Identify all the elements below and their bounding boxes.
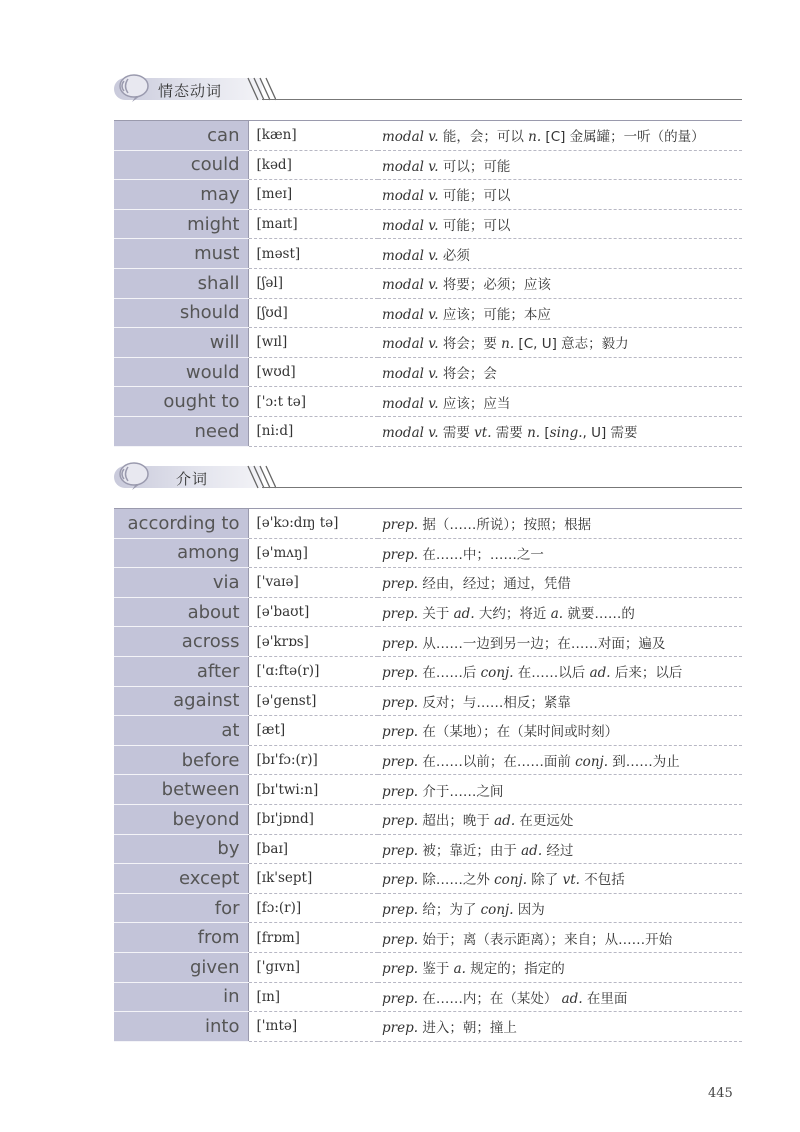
- section-header-prepositions: [114, 460, 742, 490]
- definition-cell: [378, 686, 742, 716]
- definition-text: 在（某地）；在（某时间或时刻）: [418, 724, 619, 741]
- phonetic-cell: [wɪl]: [248, 328, 378, 358]
- word-cell: across: [114, 627, 248, 657]
- part-of-speech: prep.: [382, 783, 419, 800]
- definition-text: 需要: [438, 425, 475, 442]
- word-cell: given: [114, 952, 248, 982]
- speech-bubble-icon: [114, 72, 154, 102]
- phonetic-cell: [ə'baʊt]: [248, 597, 378, 627]
- phonetic-cell: [ə'mʌŋ]: [248, 538, 378, 568]
- table-row: [114, 834, 742, 864]
- definition-text: 可以；可能: [438, 158, 511, 175]
- definition-cell: [378, 328, 742, 358]
- part-of-speech: prep.: [382, 694, 419, 711]
- definition-text: 后来；以后: [610, 665, 683, 682]
- table-row: [114, 893, 742, 923]
- definition-text: 除了: [527, 872, 563, 889]
- table-row: [114, 121, 742, 151]
- table-row: [114, 328, 742, 358]
- definition-cell: [378, 150, 742, 180]
- part-of-speech: prep.: [382, 842, 419, 859]
- part-of-speech: n.: [527, 425, 541, 442]
- definition-cell: [378, 298, 742, 328]
- word-cell: can: [114, 121, 248, 151]
- part-of-speech: conj.: [480, 665, 514, 682]
- word-cell: against: [114, 686, 248, 716]
- phonetic-cell: [æt]: [248, 716, 378, 746]
- table-row: [114, 982, 742, 1012]
- phonetic-cell: [fɔ:(r)]: [248, 893, 378, 923]
- part-of-speech: prep.: [382, 931, 419, 948]
- definition-cell: [378, 745, 742, 775]
- phonetic-cell: [bɪ'twi:n]: [248, 775, 378, 805]
- word-cell: after: [114, 656, 248, 686]
- section-header-modal-verbs: [114, 72, 742, 102]
- section-title: 情态动词: [158, 82, 223, 100]
- phonetic-cell: [maɪt]: [248, 209, 378, 239]
- definition-text: 在更远处: [515, 813, 574, 830]
- part-of-speech: modal v.: [382, 247, 439, 264]
- definition-text: 给；为了: [418, 902, 481, 919]
- section-rule: [262, 487, 742, 488]
- part-of-speech: modal v.: [382, 218, 439, 235]
- part-of-speech: prep.: [382, 546, 419, 563]
- word-cell: might: [114, 209, 248, 239]
- part-of-speech: prep.: [382, 635, 419, 652]
- table-row: [114, 538, 742, 568]
- phonetic-cell: ['ɪntə]: [248, 1012, 378, 1042]
- definition-cell: [378, 982, 742, 1012]
- phonetic-cell: [ə'genst]: [248, 686, 378, 716]
- definition-cell: [378, 627, 742, 657]
- table-row: [114, 509, 742, 539]
- part-of-speech: a.: [550, 606, 564, 623]
- definition-cell: [378, 239, 742, 269]
- word-cell: beyond: [114, 804, 248, 834]
- word-cell: via: [114, 568, 248, 598]
- definition-text: 从……一边到另一边；在……对面；遍及: [418, 635, 666, 652]
- word-cell: into: [114, 1012, 248, 1042]
- definition-text: 经过: [542, 842, 574, 859]
- definition-text: [C, U] 意志；毅力: [514, 336, 629, 353]
- phonetic-cell: [kəd]: [248, 150, 378, 180]
- definition-cell: [378, 893, 742, 923]
- definition-cell: [378, 209, 742, 239]
- word-cell: from: [114, 923, 248, 953]
- part-of-speech: ad.: [521, 842, 543, 859]
- table-row: [114, 627, 742, 657]
- part-of-speech: prep.: [382, 606, 419, 623]
- word-cell: could: [114, 150, 248, 180]
- table-row: [114, 1012, 742, 1042]
- part-of-speech: n.: [528, 129, 542, 146]
- part-of-speech: prep.: [382, 724, 419, 741]
- definition-text: 在……以前；在……面前: [418, 754, 576, 771]
- definition-cell: [378, 864, 742, 894]
- part-of-speech: conj.: [494, 872, 527, 889]
- page-number: 445: [708, 1086, 733, 1101]
- definition-text: [C] 金属罐；一听（的量）: [541, 129, 705, 146]
- definition-cell: [378, 1012, 742, 1042]
- word-cell: according to: [114, 509, 248, 539]
- definition-text: 必须: [438, 247, 470, 264]
- word-cell: would: [114, 357, 248, 387]
- table-row: [114, 716, 742, 746]
- part-of-speech: modal v.: [382, 129, 439, 146]
- table-row: [114, 268, 742, 298]
- word-cell: for: [114, 893, 248, 923]
- definition-text: 在……以后: [513, 665, 590, 682]
- table-row: [114, 568, 742, 598]
- part-of-speech: conj.: [575, 754, 608, 771]
- phonetic-cell: ['vaɪə]: [248, 568, 378, 598]
- phonetic-cell: [ə'kɔ:dɪŋ tə]: [248, 509, 378, 539]
- phonetic-cell: [baɪ]: [248, 834, 378, 864]
- definition-text: 鉴于: [418, 961, 454, 978]
- table-row: [114, 864, 742, 894]
- part-of-speech: prep.: [382, 872, 419, 889]
- part-of-speech: ad.: [561, 990, 583, 1007]
- part-of-speech: prep.: [382, 754, 419, 771]
- definition-text: 大约；将近: [474, 606, 551, 623]
- definition-cell: [378, 597, 742, 627]
- vocab-table-prepositions: [114, 508, 742, 1042]
- definition-cell: [378, 775, 742, 805]
- word-cell: before: [114, 745, 248, 775]
- definition-text: 始于；离（表示距离）；来自；从……开始: [418, 931, 673, 948]
- definition-cell: [378, 180, 742, 210]
- word-cell: except: [114, 864, 248, 894]
- phonetic-cell: [kæn]: [248, 121, 378, 151]
- definition-text: 可能；可以: [438, 218, 511, 235]
- phonetic-cell: [ni:d]: [248, 416, 378, 446]
- word-cell: at: [114, 716, 248, 746]
- phonetic-cell: [ʃəl]: [248, 268, 378, 298]
- table-row: [114, 239, 742, 269]
- definition-cell: [378, 834, 742, 864]
- word-cell: must: [114, 239, 248, 269]
- table-row: [114, 150, 742, 180]
- part-of-speech: ad.: [453, 606, 475, 623]
- definition-text: 需要: [491, 425, 528, 442]
- table-row: [114, 357, 742, 387]
- definition-text: 就要……的: [563, 606, 635, 623]
- part-of-speech: prep.: [382, 902, 419, 919]
- part-of-speech: prep.: [382, 813, 419, 830]
- table-row: [114, 416, 742, 446]
- table-row: [114, 775, 742, 805]
- definition-cell: [378, 509, 742, 539]
- definition-text: 关于: [418, 606, 454, 623]
- part-of-speech: ad.: [589, 665, 611, 682]
- table-row: [114, 656, 742, 686]
- definition-text: 在里面: [582, 990, 628, 1007]
- word-cell: about: [114, 597, 248, 627]
- phonetic-cell: [frɒm]: [248, 923, 378, 953]
- definition-text: 除……之外: [418, 872, 495, 889]
- table-row: [114, 804, 742, 834]
- definition-text: 将要；必须；应该: [438, 277, 551, 294]
- table-row: [114, 686, 742, 716]
- definition-text: 据（……所说）；按照；根据: [418, 517, 592, 534]
- definition-text: 将会；会: [438, 366, 497, 383]
- part-of-speech: vt.: [474, 425, 492, 442]
- table-row: [114, 745, 742, 775]
- phonetic-cell: [ʃʊd]: [248, 298, 378, 328]
- definition-text: 可能；可以: [438, 188, 511, 205]
- phonetic-cell: [meɪ]: [248, 180, 378, 210]
- phonetic-cell: [wʊd]: [248, 357, 378, 387]
- table-row: [114, 180, 742, 210]
- word-cell: between: [114, 775, 248, 805]
- phonetic-cell: [ə'krɒs]: [248, 627, 378, 657]
- definition-cell: [378, 538, 742, 568]
- part-of-speech: n.: [501, 336, 515, 353]
- definition-text: 进入；朝；撞上: [418, 1020, 517, 1037]
- part-of-speech: vt.: [562, 872, 580, 889]
- table-row: [114, 597, 742, 627]
- table-row: [114, 298, 742, 328]
- part-of-speech: prep.: [382, 990, 419, 1007]
- part-of-speech: modal v.: [382, 395, 439, 412]
- word-cell: among: [114, 538, 248, 568]
- definition-cell: [378, 416, 742, 446]
- definition-text: , U] 需要: [582, 425, 638, 442]
- phonetic-cell: [bɪ'jɒnd]: [248, 804, 378, 834]
- part-of-speech: prep.: [382, 1020, 419, 1037]
- definition-cell: [378, 656, 742, 686]
- definition-cell: [378, 357, 742, 387]
- part-of-speech: a.: [453, 961, 466, 978]
- word-cell: will: [114, 328, 248, 358]
- word-cell: should: [114, 298, 248, 328]
- part-of-speech: modal v.: [382, 306, 439, 323]
- word-cell: need: [114, 416, 248, 446]
- phonetic-cell: [bɪ'fɔ:(r)]: [248, 745, 378, 775]
- section-title: 介词: [176, 470, 209, 488]
- definition-text: 经由，经过；通过，凭借: [418, 576, 571, 593]
- word-cell: in: [114, 982, 248, 1012]
- definition-text: 在……内；在（某处）: [418, 990, 562, 1007]
- definition-text: 因为: [513, 902, 545, 919]
- part-of-speech: modal v.: [382, 425, 439, 442]
- definition-cell: [378, 121, 742, 151]
- definition-cell: [378, 268, 742, 298]
- phonetic-cell: [ɪk'sept]: [248, 864, 378, 894]
- definition-text: 反对；与……相反；紧靠: [418, 694, 571, 711]
- part-of-speech: prep.: [382, 576, 419, 593]
- section-rule: [262, 99, 742, 100]
- definition-text: 规定的；指定的: [465, 961, 565, 978]
- part-of-speech: prep.: [382, 517, 419, 534]
- definition-text: 能，会；可以: [438, 129, 529, 146]
- definition-cell: [378, 387, 742, 417]
- table-row: [114, 952, 742, 982]
- definition-cell: [378, 716, 742, 746]
- definition-text: 在……中；……之一: [418, 546, 544, 563]
- word-cell: may: [114, 180, 248, 210]
- part-of-speech: modal v.: [382, 158, 439, 175]
- part-of-speech: conj.: [480, 902, 514, 919]
- part-of-speech: modal v.: [382, 366, 439, 383]
- part-of-speech: modal v.: [382, 336, 439, 353]
- phonetic-cell: ['ɔ:t tə]: [248, 387, 378, 417]
- vocab-table-modal-verbs: [114, 120, 742, 447]
- word-cell: shall: [114, 268, 248, 298]
- definition-text: 到……为止: [608, 754, 680, 771]
- word-cell: ought to: [114, 387, 248, 417]
- definition-text: 不包括: [579, 872, 625, 889]
- definition-text: 被；靠近；由于: [418, 842, 522, 859]
- definition-cell: [378, 923, 742, 953]
- part-of-speech: sing.: [549, 425, 583, 442]
- phonetic-cell: ['ɑ:ftə(r)]: [248, 656, 378, 686]
- part-of-speech: ad.: [494, 813, 516, 830]
- definition-text: 超出；晚于: [418, 813, 495, 830]
- definition-cell: [378, 568, 742, 598]
- part-of-speech: prep.: [382, 961, 419, 978]
- definition-cell: [378, 952, 742, 982]
- definition-text: 在……后: [418, 665, 481, 682]
- definition-text: 应该；应当: [438, 395, 511, 412]
- part-of-speech: prep.: [382, 665, 419, 682]
- table-row: [114, 923, 742, 953]
- word-cell: by: [114, 834, 248, 864]
- definition-text: [: [540, 425, 550, 442]
- definition-text: 介于……之间: [418, 783, 504, 800]
- part-of-speech: modal v.: [382, 277, 439, 294]
- definition-text: 应该；可能；本应: [438, 306, 551, 323]
- table-row: [114, 209, 742, 239]
- phonetic-cell: [ɪn]: [248, 982, 378, 1012]
- definition-text: 将会；要: [438, 336, 502, 353]
- part-of-speech: modal v.: [382, 188, 439, 205]
- definition-cell: [378, 804, 742, 834]
- phonetic-cell: [məst]: [248, 239, 378, 269]
- phonetic-cell: ['gɪvn]: [248, 952, 378, 982]
- table-row: [114, 387, 742, 417]
- speech-bubble-icon: [114, 460, 154, 490]
